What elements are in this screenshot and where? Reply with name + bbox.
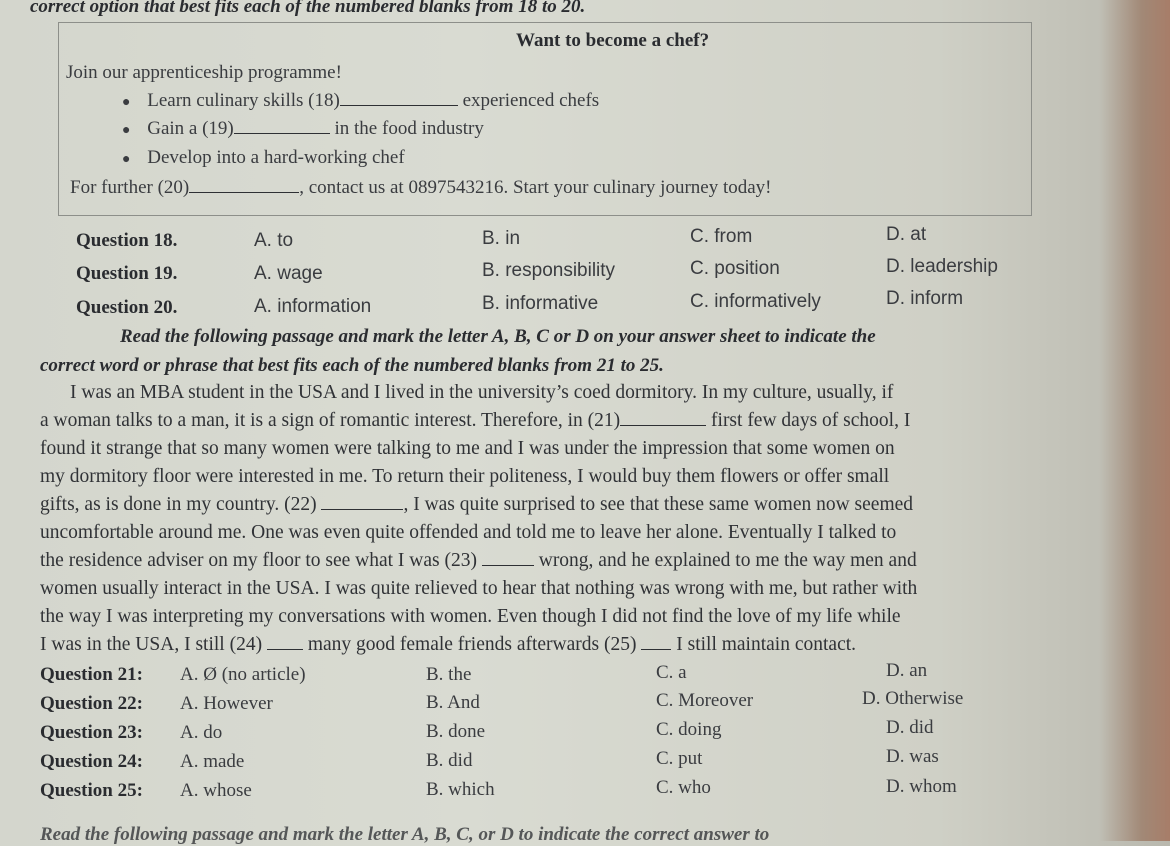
q20-option-a[interactable]: A. information	[254, 296, 372, 317]
q24-option-b[interactable]: B. did	[426, 750, 473, 771]
instruction-mid-line-1: Read the following passage and mark the letter A, B, C or D on your answer sheet to indicate the	[120, 326, 876, 347]
blank-19	[234, 133, 330, 134]
blank-20	[189, 192, 299, 193]
q23-option-b[interactable]: B. done	[426, 721, 486, 742]
ad-footer-post: , contact us at 0897543216. Start your culinary journey today!	[299, 177, 772, 198]
ad-bullet-2	[122, 118, 484, 140]
q23-option-c[interactable]: C. doing	[656, 719, 722, 740]
passage-line-2	[40, 410, 910, 432]
passage-line-9: the way I was interpreting my conversations with women. Even though I did not find the love of my life while	[40, 606, 901, 627]
q18-option-a[interactable]: A. to	[254, 230, 294, 251]
q24-option-d[interactable]: D. was	[886, 746, 939, 767]
passage-line-7	[40, 550, 917, 572]
q21-option-a[interactable]: A. Ø (no article)	[180, 664, 306, 685]
passage-line-10-mid: many good female friends afterwards (25)	[302, 634, 642, 655]
ad-bullet-3-text: Develop into a hard-working chef	[147, 147, 405, 168]
q21-option-c[interactable]: C. a	[656, 662, 687, 683]
q22-option-b[interactable]: B. And	[426, 692, 480, 713]
question-21-label: Question 21:	[40, 664, 143, 685]
q20-option-c[interactable]: C. informatively	[690, 291, 821, 312]
passage-line-10	[40, 634, 856, 656]
question-20-label: Question 20.	[76, 297, 178, 318]
ad-bullet-1-text: Learn culinary skills (18)	[147, 90, 340, 111]
q19-option-a[interactable]: A. wage	[254, 263, 323, 284]
q21-option-b[interactable]: B. the	[426, 664, 472, 685]
bullet-dot-icon: ●	[122, 123, 131, 138]
q20-option-d[interactable]: D. inform	[886, 288, 964, 309]
ad-title: Want to become a chef?	[516, 30, 710, 51]
blank-25	[641, 649, 671, 650]
q24-option-c[interactable]: C. put	[656, 748, 703, 769]
q18-option-c[interactable]: C. from	[690, 226, 753, 247]
q18-option-d[interactable]: D. at	[886, 224, 927, 245]
q25-option-a[interactable]: A. whose	[180, 780, 252, 801]
passage-line-10-tail: I still maintain contact.	[671, 634, 857, 655]
q19-option-b[interactable]: B. responsibility	[482, 260, 616, 281]
q23-option-d[interactable]: D. did	[886, 717, 934, 738]
passage-line-5	[40, 494, 913, 516]
passage-line-4: my dormitory floor were interested in me. To return their politeness, I would buy them flowers or offer small	[40, 466, 890, 487]
question-23-label: Question 23:	[40, 722, 143, 743]
passage-line-5-tail: , I was quite surprised to see that these same women now seemed	[403, 494, 914, 515]
question-19-label: Question 19.	[76, 263, 178, 284]
ad-bullet-1-tail: experienced chefs	[462, 90, 600, 111]
q25-option-c[interactable]: C. who	[656, 777, 711, 798]
blank-24	[267, 649, 303, 650]
blank-23	[482, 565, 534, 566]
passage-line-6: uncomfortable around me. One was even quite offended and told me to leave her alone. Eventually I talked to	[40, 522, 897, 543]
passage-line-1: I was an MBA student in the USA and I lived in the university’s coed dormitory. In my culture, usually, if	[70, 382, 894, 403]
ad-footer-pre: For further (20)	[70, 177, 190, 198]
q22-option-a[interactable]: A. However	[180, 693, 273, 714]
passage-line-2-text: a woman talks to a man, it is a sign of romantic interest. Therefore, in (21)	[40, 410, 621, 431]
passage-line-10-text: I was in the USA, I still (24)	[40, 634, 267, 655]
bullet-dot-icon: ●	[122, 95, 131, 110]
q19-option-c[interactable]: C. position	[690, 258, 780, 279]
passage-line-8: women usually interact in the USA. I was quite relieved to hear that nothing was wrong with me, but rather with	[40, 578, 918, 599]
question-25-label: Question 25:	[40, 780, 143, 801]
ad-bullet-2-tail: in the food industry	[334, 118, 484, 139]
instruction-bottom: Read the following passage and mark the letter A, B, C, or D to indicate the correct answer to	[40, 824, 770, 845]
passage-line-5-text: gifts, as is done in my country. (22)	[40, 494, 322, 515]
instruction-mid-line-2: correct word or phrase that best fits each of the numbered blanks from 21 to 25.	[40, 355, 664, 376]
bullet-dot-icon: ●	[122, 152, 131, 167]
q20-option-b[interactable]: B. informative	[482, 293, 599, 314]
question-22-label: Question 22:	[40, 693, 143, 714]
question-18-label: Question 18.	[76, 230, 178, 251]
ad-bullet-1	[122, 90, 599, 112]
q24-option-a[interactable]: A. made	[180, 751, 245, 772]
q25-option-b[interactable]: B. which	[426, 779, 495, 800]
blank-22	[321, 509, 403, 510]
passage-line-3: found it strange that so many women were talking to me and I was under the impression that some women on	[40, 438, 895, 459]
q22-option-c[interactable]: C. Moreover	[656, 690, 754, 711]
ad-footer	[70, 177, 772, 199]
q19-option-d[interactable]: D. leadership	[886, 256, 998, 277]
q21-option-d[interactable]: D. an	[886, 660, 928, 681]
ad-intro: Join our apprenticeship programme!	[66, 62, 342, 83]
ad-bullet-3	[122, 147, 405, 169]
q23-option-a[interactable]: A. do	[180, 722, 223, 743]
blank-21	[620, 425, 706, 426]
passage-line-7-tail: wrong, and he explained to me the way men and	[533, 550, 917, 571]
page-edge-shadow	[1100, 0, 1170, 841]
instruction-top: correct option that best fits each of the numbered blanks from 18 to 20.	[30, 0, 586, 17]
question-24-label: Question 24:	[40, 751, 143, 772]
blank-18	[340, 105, 458, 106]
q18-option-b[interactable]: B. in	[482, 228, 521, 249]
passage-line-2-tail: first few days of school, I	[706, 410, 911, 431]
passage-line-7-text: the residence adviser on my floor to see what I was (23)	[40, 550, 482, 571]
ad-bullet-2-text: Gain a (19)	[147, 118, 234, 139]
q22-option-d[interactable]: D. Otherwise	[862, 688, 964, 709]
q25-option-d[interactable]: D. whom	[886, 776, 957, 797]
